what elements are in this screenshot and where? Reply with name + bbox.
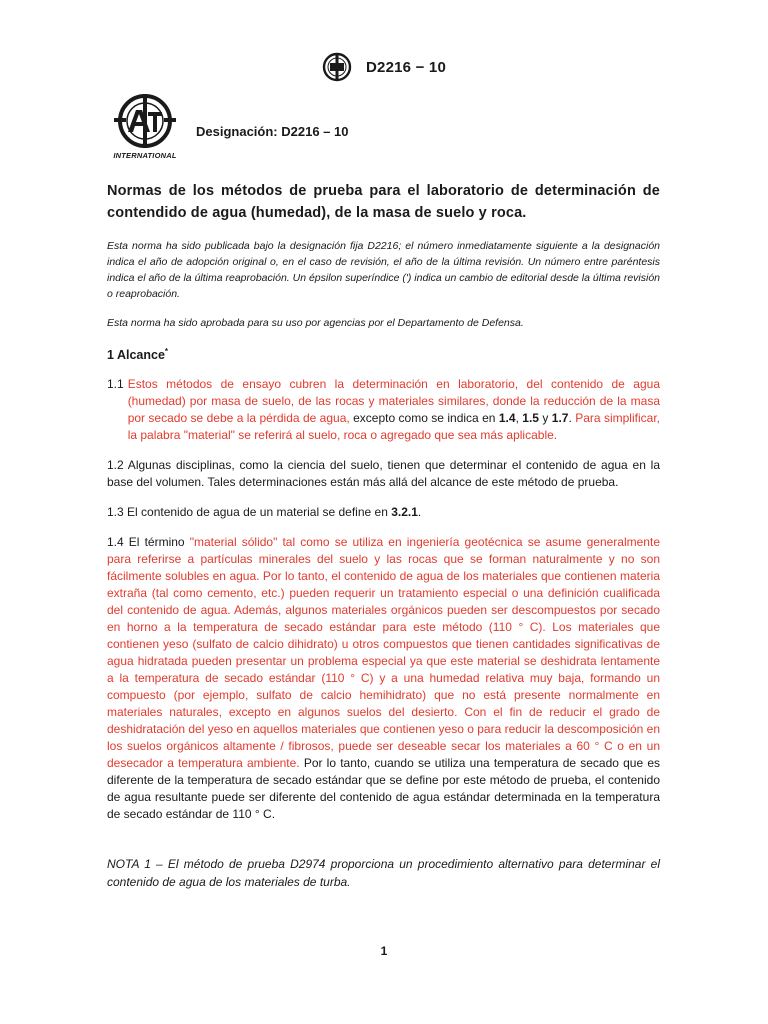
plain-text: , [515,411,523,426]
section-heading-sup: * [164,347,169,356]
paragraph-1-2: 1.2 Algunas disciplinas, como la ciencia del suelo, tienen que determinar el contenido de agua en la base del volumen. Tales determinaciones están más allá del alcance de este método de prueba. [107,458,660,490]
note-1: NOTA 1 – El método de prueba D2974 proporciona un procedimiento alternativo para determinar el contenido de agua de los materiales de turba. [107,857,660,890]
intro-paragraph-2: Esta norma ha sido aprobada para su uso por agencias por el Departamento de Defensa. [107,317,524,329]
logo-caption: INTERNATIONAL [113,151,177,160]
paragraph-number: 1.4 El término [107,535,185,550]
astm-international-logo [106,92,184,160]
designation-label: Designación: D2216 – 10 [196,124,349,139]
astm-international-logo-icon [106,92,184,150]
paragraph-number: 1.1 [107,377,124,392]
highlighted-text: "material sólido" tal como se utiliza en ingeniería geotécnica se asume generalmente para referirse a partículas minerales del suelo y las rocas que se forman naturalmente y no son fácilmente solubles en agua. Por lo tanto, el contenido de agua de los materiales que contienen materia extraña (tal como cemento, etc.) pueden requerir un tratamiento especial o una definición cualificada del contenido de agua. Además, algunos materiales orgánicos pueden ser descompuestos por secado en horno a la temperatura de secado estándar para este método (110 ° C). Los materiales que contienen yeso (sulfato de calcio dihidrato) u otros compuestos que tienen cantidades significativas de agua hidratada pueden presentar un problema especial ya que este material se deshidrata lentamente a la temperatura de secado estándar (110 ° C) y a una humedad relativa muy baja, formando un compuesto (por ejemplo, sulfato de calcio hemihidrato) que no está presente normalmente en materiales naturales, excepto en algunos suelos del desierto. Con el fin de reducir el grado de deshidratación del yeso en aquellos materiales que contienen yeso o para reducir la descomposición en los suelos orgánicos altamente / fibrosos, puede ser deseable secar los materiales a 60 ° C o en un desecador a temperatura ambiente. [107,535,661,771]
section-ref: 1.4 [498,411,516,426]
section-ref: 3.2.1 [391,505,418,520]
section-heading-text: 1 Alcance [107,348,165,363]
highlighted-text: Estos métodos de ensayo cubren la determinación en laboratorio, del contenido de agua (humedad) por masa de suelo, de las rocas y materiales similares, donde la reducción de la masa por secado se debe a la pérdida de agua, [127,377,660,426]
plain-text: y [538,411,552,426]
paragraph-1-4 [107,534,660,823]
highlighted-text: Para simplificar, la palabra "material" se referirá al suelo, roca o agregado que sea más aplicable. [127,411,660,443]
plain-text: 1.3 El contenido de agua de un material se define en [107,505,392,520]
plain-text: Por lo tanto, cuando se utiliza una temperatura de secado que es diferente de la temperatura de secado estándar que se define por este método de prueba, el contenido de agua resultante puede ser diferente del contenido de agua estándar determinada en la temperatura de secado estándar de 110 ° C. [107,756,660,822]
paragraph-body [128,376,660,444]
plain-text: excepto como se indica en [349,411,499,426]
page-number: 1 [380,944,388,958]
section-ref: 1.7 [551,411,569,426]
section-heading [107,347,660,362]
header-code: D2216 − 10 [366,58,446,76]
paragraph-1-1 [107,376,660,444]
plain-text: . [417,505,422,520]
astm-logo-icon [322,52,352,82]
page-header [322,52,446,82]
plain-text: . [568,411,572,426]
document-title: Normas de los métodos de prueba para el laboratorio de determinación de contendido de agua (humedad), de la masa de suelo y roca. [107,183,660,221]
paragraph-1-3 [107,504,660,521]
section-ref: 1.5 [522,411,539,426]
intro-paragraph-1: Esta norma ha sido publicada bajo la designación fija D2216; el número inmediatamente siguiente a la designación indica el año de adopción original o, en el caso de revisión, el año de la última revisión. Un número entre paréntesis indica el año de la última reaprobación. Un épsilon superíndice (') indica un cambio de editorial desde la última revisión o reaprobación. [107,240,660,300]
document-body [107,180,660,891]
